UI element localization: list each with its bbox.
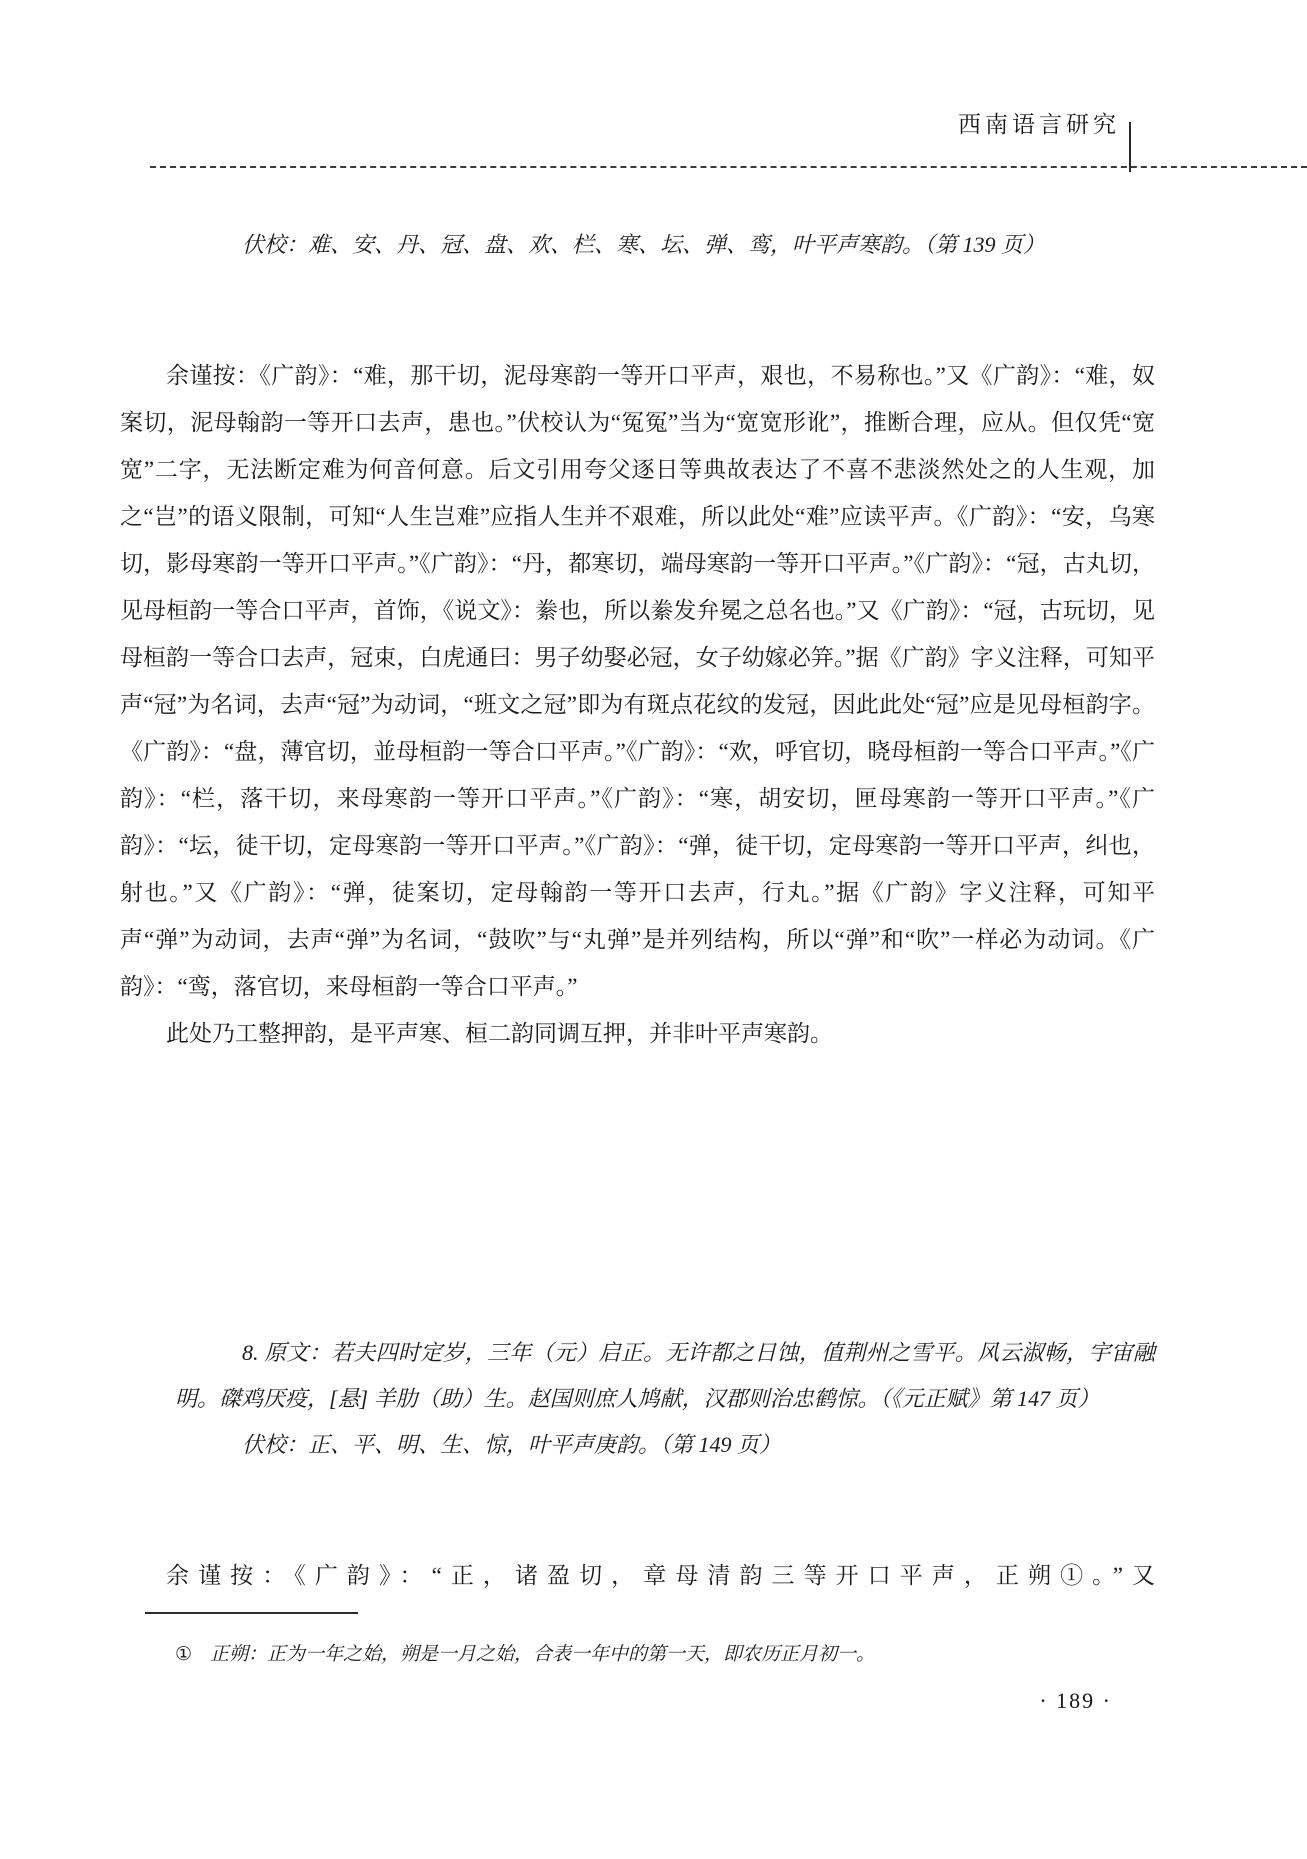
header-dashed-rule: [150, 166, 1307, 168]
running-head-title: 西南语言研究: [958, 112, 1120, 137]
commentary-paragraph-2: 余谨按：《广韵》：“正，诸盈切，章母清韵三等开口平声，正朔①。”又: [166, 1563, 1155, 1588]
page-number: · 189 ·: [1039, 1688, 1112, 1713]
commentary-section-1: [120, 352, 1155, 1057]
footnote: [175, 1640, 1105, 1670]
excerpt-original-p147-text: 8. 原文：若夫四时定岁，三年（元）启正。无许都之日蚀，值荆州之雪平。风云淑畅，宇宙融明。磔鸡厌疫，[悬] 羊肋（助）生。赵国则庶人鸠献，汉郡则治忠鹤惊。（《元正赋》第 147 页）: [175, 1340, 1155, 1411]
footnote-marker: ①: [175, 1644, 193, 1665]
excerpt-item-8: [120, 1330, 1155, 1468]
conclusion-paragraph: 此处乃工整押韵，是平声寒、桓二韵同调互押，并非叶平声寒韵。: [166, 1021, 833, 1046]
footnote-separator-rule: [145, 1612, 358, 1614]
commentary-section-2: [120, 1552, 1155, 1599]
excerpt-fujiao-p139-text: 伏校：难、安、丹、冠、盘、欢、栏、寒、坛、弹、鸾，叶平声寒韵。（第 139 页）: [242, 232, 1046, 257]
excerpt-fujiao-p149-text: 伏校：正、平、明、生、惊，叶平声庚韵。（第 149 页）: [242, 1432, 782, 1457]
excerpt-fujiao-p139: [120, 222, 1155, 268]
header-vertical-rule: [1129, 122, 1131, 172]
footnote-text: 正朔：正为一年之始，朔是一月之始，合表一年中的第一天，即农历正月初一。: [210, 1644, 876, 1665]
commentary-paragraph: 余谨按：《广韵》：“难，那干切，泥母寒韵一等开口平声，艰也，不易称也。”又《广韵》：“难，奴案切，泥母翰韵一等开口去声，患也。”伏校认为“冤冤”当为“宽宽形讹”，推断合理，应从。但仅凭“宽宽”二字，无法断定难为何音何意。后文引用夸父逐日等典故表达了不喜不悲淡然处之的人生观，加之“岂”的语义限制，可知“人生岂难”应指人生并不艰难，所以此处“难”应读平声。《广韵》：“安，乌寒切，影母寒韵一等开口平声。”《广韵》：“丹，都寒切，端母寒韵一等开口平声。”《广韵》：“冠，古丸切，见母桓韵一等合口平声，首饰，《说文》：絭也，所以絭发弁冕之总名也。”又《广韵》：“冠，古玩切，见母桓韵一等合口去声，冠束，白虎通曰：男子幼娶必冠，女子幼嫁必笄。”据《广韵》字义注释，可知平声“冠”为名词，去声“冠”为动词，“班文之冠”即为有斑点花纹的发冠，因此此处“冠”应是见母桓韵字。《广韵》：“盘，薄官切，並母桓韵一等合口平声。”《广韵》：“欢，呼官切，晓母桓韵一等合口平声。”《广韵》：“栏，落干切，来母寒韵一等开口平声。”《广韵》：“寒，胡安切，匣母寒韵一等开口平声。”《广韵》：“坛，徒干切，定母寒韵一等开口平声。”《广韵》：“弹，徒干切，定母寒韵一等开口平声，纠也，射也。”又《广韵》：“弹，徒案切，定母翰韵一等开口去声，行丸。”据《广韵》字义注释，可知平声“弹”为动词，去声“弹”为名词，“鼓吹”与“丸弹”是并列结构，所以“弹”和“吹”一样必为动词。《广韵》：“鸾，落官切，来母桓韵一等合口平声。”: [120, 363, 1155, 999]
